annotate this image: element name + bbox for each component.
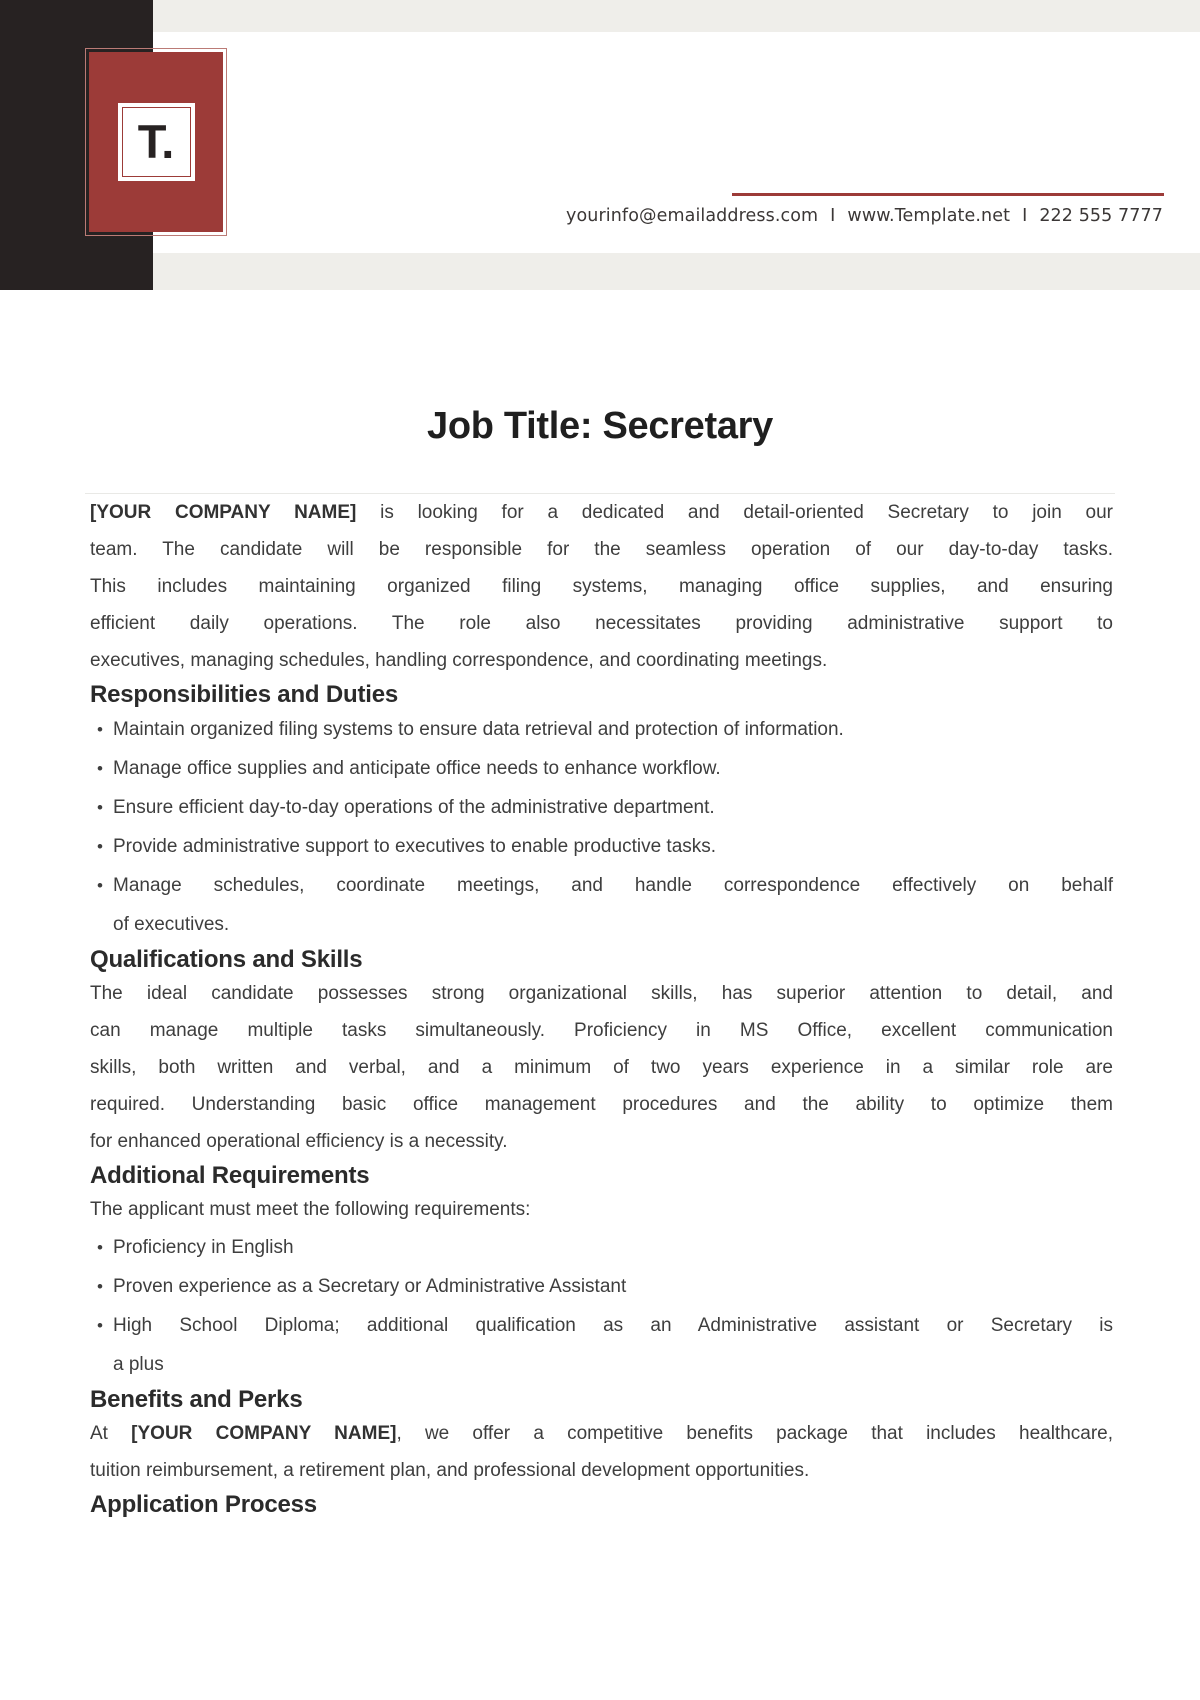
document-content	[90, 494, 1113, 1520]
contact-website: www.Template.net	[847, 206, 1011, 226]
company-logo	[85, 48, 227, 236]
list-item: • Manage schedules, coordinate meetings, and handle correspondence effectively on behalf of executives.	[90, 866, 1113, 944]
contact-phone: 222 555 7777	[1039, 206, 1163, 226]
contact-separator: I	[1022, 206, 1028, 226]
list-item: • Maintain organized filing systems to ensure data retrieval and protection of information.	[90, 710, 1113, 749]
page-title: Job Title: Secretary	[426, 405, 773, 447]
letterhead	[0, 0, 1200, 290]
intro-line-4: efficient daily operations. The role also necessitates providing administrative support to	[90, 613, 1113, 634]
benefits-line-2: tuition reimbursement, a retirement plan, and professional development opportunities.	[90, 1460, 810, 1481]
intro-line-5: executives, managing schedules, handling correspondence, and coordinating meetings.	[90, 650, 828, 671]
list-item: • High School Diploma; additional qualification as an Administrative assistant or Secretary is a plus	[90, 1306, 1113, 1384]
company-name-placeholder: [YOUR COMPANY NAME]	[131, 1423, 397, 1444]
header-accent-rule	[732, 193, 1164, 196]
contact-separator: I	[830, 206, 836, 226]
header-top-strip	[0, 0, 1200, 32]
heading-responsibilities: Responsibilities and Duties	[90, 681, 398, 708]
heading-application-process: Application Process	[90, 1491, 317, 1518]
logo-letter-icon: T.	[137, 115, 175, 168]
heading-qualifications: Qualifications and Skills	[90, 946, 363, 973]
heading-additional-requirements: Additional Requirements	[90, 1162, 370, 1189]
intro-line-3: This includes maintaining organized filing systems, managing office supplies, and ensuring	[90, 576, 1113, 597]
benefits-paragraph: At [YOUR COMPANY NAME], we offer a competitive benefits package that includes healthcare, tuition reimbursement, a retirement plan, and professional development opportunities.	[90, 1415, 1113, 1489]
qualifications-line-2: can manage multiple tasks simultaneously. Proficiency in MS Office, excellent communication	[90, 1020, 1113, 1041]
qualifications-paragraph	[90, 975, 1113, 1160]
heading-benefits: Benefits and Perks	[90, 1386, 303, 1413]
list-item: • Provide administrative support to executives to enable productive tasks.	[90, 827, 1113, 866]
contact-line	[566, 206, 1163, 226]
list-item: • Ensure efficient day-to-day operations of the administrative department.	[90, 788, 1113, 827]
list-item: • Proficiency in English	[90, 1228, 1113, 1267]
intro-line-1: is looking for a dedicated and detail-oriented Secretary to join our	[356, 502, 1113, 523]
contact-email: yourinfo@emailaddress.com	[566, 206, 819, 226]
benefits-line-1: At	[90, 1423, 132, 1444]
qualifications-line-1: The ideal candidate possesses strong organizational skills, has superior attention to detail, and	[90, 983, 1113, 1004]
qualifications-line-5: for enhanced operational efficiency is a necessity.	[90, 1131, 508, 1152]
logo-white-square	[118, 103, 195, 181]
intro-line-2: team. The candidate will be responsible for the seamless operation of our day-to-day tasks.	[90, 539, 1113, 560]
list-item: • Manage office supplies and anticipate office needs to enhance workflow.	[90, 749, 1113, 788]
additional-requirements-intro: The applicant must meet the following requirements:	[90, 1199, 531, 1220]
header-bottom-strip	[0, 253, 1200, 290]
additional-requirements-list	[90, 1228, 1113, 1384]
intro-paragraph	[90, 494, 1113, 679]
responsibilities-list	[90, 710, 1113, 944]
qualifications-line-3: skills, both written and verbal, and a minimum of two years experience in a similar role are	[90, 1057, 1113, 1078]
qualifications-line-4: required. Understanding basic office management procedures and the ability to optimize them	[90, 1094, 1113, 1115]
company-name-placeholder: [YOUR COMPANY NAME]	[90, 502, 357, 523]
list-item: • Proven experience as a Secretary or Administrative Assistant	[90, 1267, 1113, 1306]
logo-red-square	[89, 52, 223, 232]
